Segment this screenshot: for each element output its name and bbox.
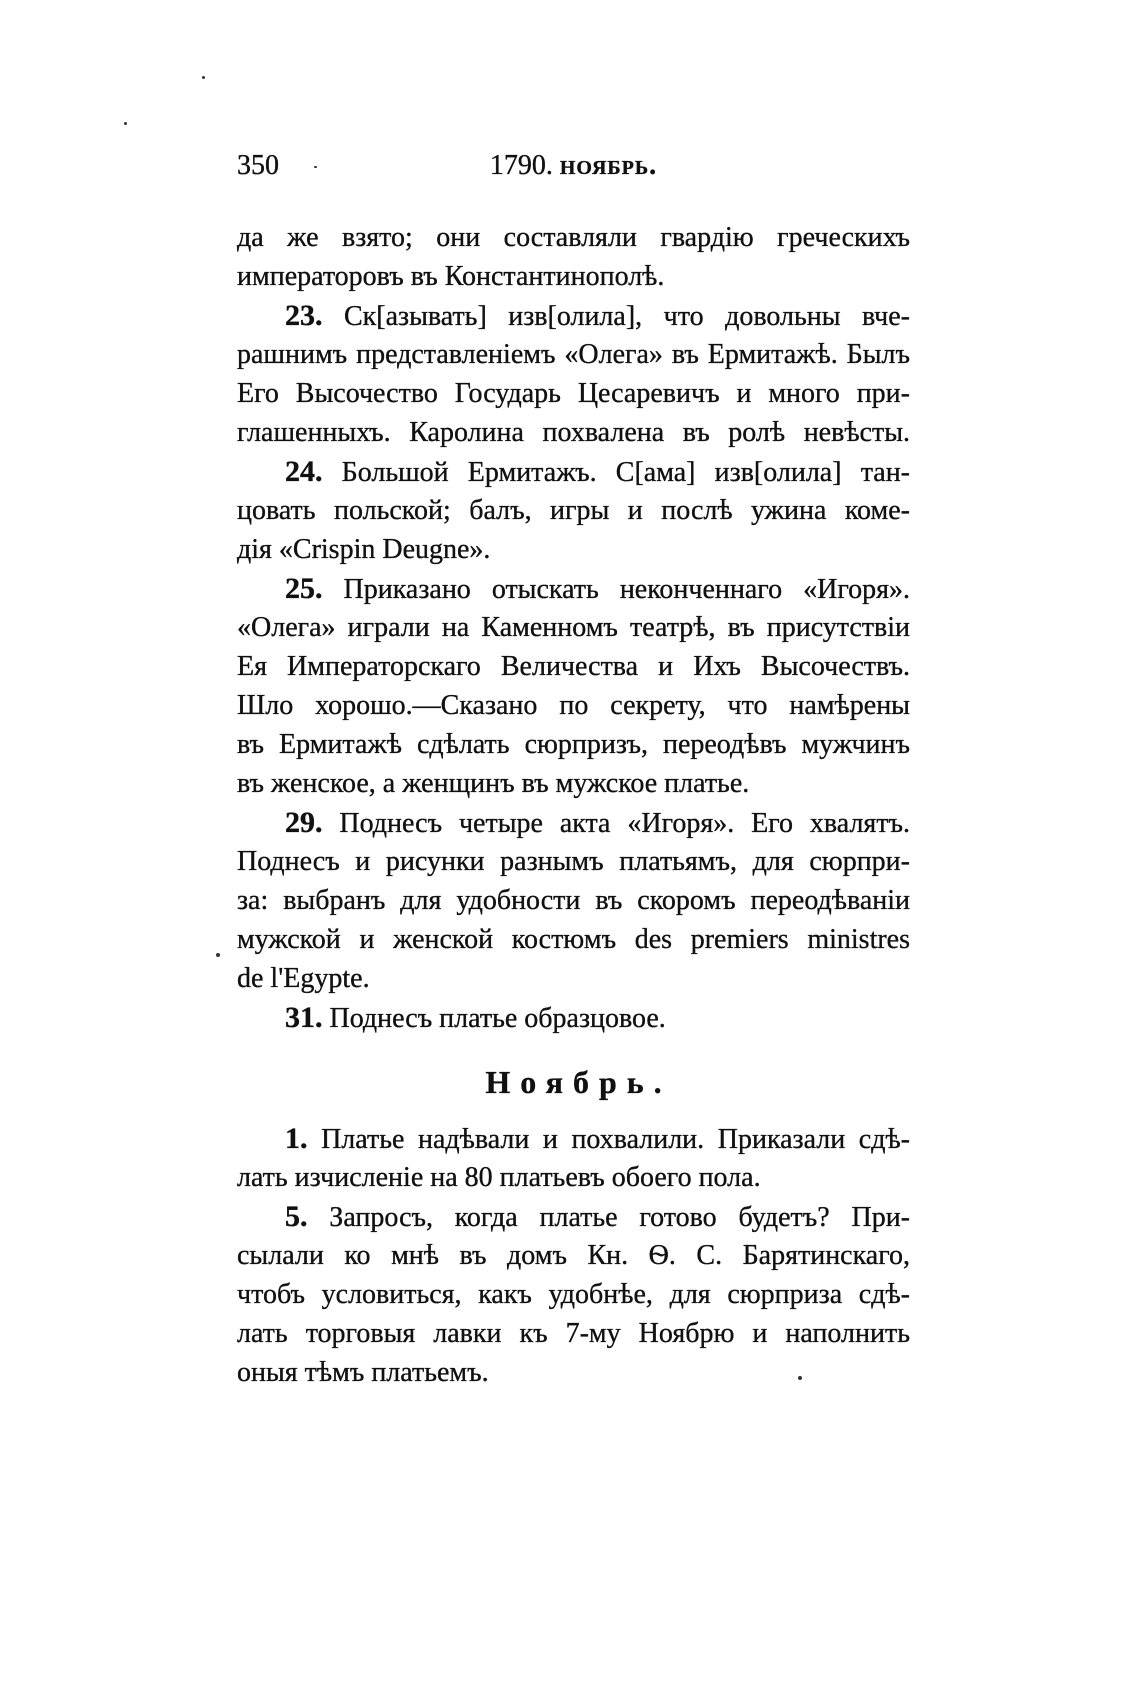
entry-number: 24. [285,455,323,488]
text-block [237,218,910,1037]
scan-speck [124,122,127,125]
text-line: лать изчисленіе на 80 платьевъ обоего пола. [237,1162,761,1193]
diary-entry [237,452,910,569]
text-line [237,803,910,842]
entry-number: 23. [285,299,323,332]
text-line: Ея Императорскаго Величества и Ихъ Высочествъ. [237,651,910,682]
scan-speck [216,953,220,957]
text-line: «Олега» играли на Каменномъ театрѣ, въ присутствіи [237,612,910,643]
text-line: цовать польской; балъ, игры и послѣ ужина коме- [237,495,910,526]
text-line: въ женское, а женщинъ въ мужское платье. [237,768,750,799]
entry-number: 5. [285,1200,308,1233]
scan-speck [202,76,205,79]
text-line: рашнимъ представленіемъ «Олега» въ Ермитажѣ. Былъ [237,339,910,370]
text-line: за: выбранъ для удобности въ скоромъ переодѣваніи [237,885,910,916]
text-line: мужской и женской костюмъ des premiers ministres [237,924,910,955]
text-line: чтобъ условиться, какъ удобнѣе, для сюрприза сдѣ- [237,1279,910,1310]
text-line [237,452,910,491]
entry-text: Поднесъ четыре акта «Игоря». Его хвалятъ. [339,808,911,839]
page-header [237,146,910,185]
entry-text: Приказано отыскать неконченнаго «Игоря». [343,574,910,605]
text-line [237,1197,910,1236]
text-line: сылали ко мнѣ въ домъ Кн. Ѳ. С. Барятинскаго, [237,1240,910,1271]
entry-number: 25. [285,572,323,605]
running-title [237,146,910,185]
page-number: 350 [237,150,279,181]
text-line: да же взято; они составляли гвардію греческихъ [237,222,910,253]
entry-number: 31. [285,1001,323,1034]
text-line: Шло хорошо.—Сказано по секрету, что намѣрены [237,690,910,721]
diary-entry [237,998,910,1037]
text-line: de l'Egypte. [237,963,370,994]
entry-number: 29. [285,806,323,839]
diary-entry [237,803,910,998]
text-line: Поднесъ и рисунки разнымъ платьямъ, для сюрпри- [237,846,910,877]
entry-text: Ск[азывать] изв[олила], что довольны вче- [343,301,910,332]
section-block [237,1119,910,1392]
text-line [237,296,910,335]
entry-text: Платье надѣвали и похвалили. Приказали сдѣ- [321,1124,911,1155]
text-line [237,1119,910,1158]
text-line: императоровъ въ Константинополѣ. [237,261,665,292]
text-line: лать торговыя лавки къ 7-му Ноябрю и наполнить [237,1318,910,1349]
entry-text: Большой Ермитажъ. С[ама] изв[олила] тан- [341,457,911,488]
text-line: Его Высочество Государь Цесаревичъ и много при- [237,378,910,409]
entry-text: Поднесъ платье образцовое. [329,1003,666,1034]
diary-entry [237,569,910,803]
text-line: глашенныхъ. Каролина похвалена въ ролѣ невѣсты. [237,417,910,448]
text-line: оныя тѣмъ платьемъ. [237,1357,489,1388]
text-line [237,569,910,608]
diary-entry [237,1197,910,1392]
running-title-year: 1790. [489,150,553,181]
diary-entry [237,296,910,452]
book-page [237,146,910,1392]
entry-number: 1. [285,1122,308,1155]
diary-entry [237,218,910,296]
section-heading: Ноябрь. [485,1064,672,1100]
text-line [237,998,910,1037]
text-line: дія «Crispin Deugne». [237,534,491,565]
entry-text: Запросъ, когда платье готово будетъ? При- [329,1202,911,1233]
running-title-month: ноябрь. [559,150,658,181]
text-line: въ Ермитажѣ сдѣлать сюрпризъ, переодѣвъ мужчинъ [237,729,910,760]
diary-entry [237,1119,910,1197]
